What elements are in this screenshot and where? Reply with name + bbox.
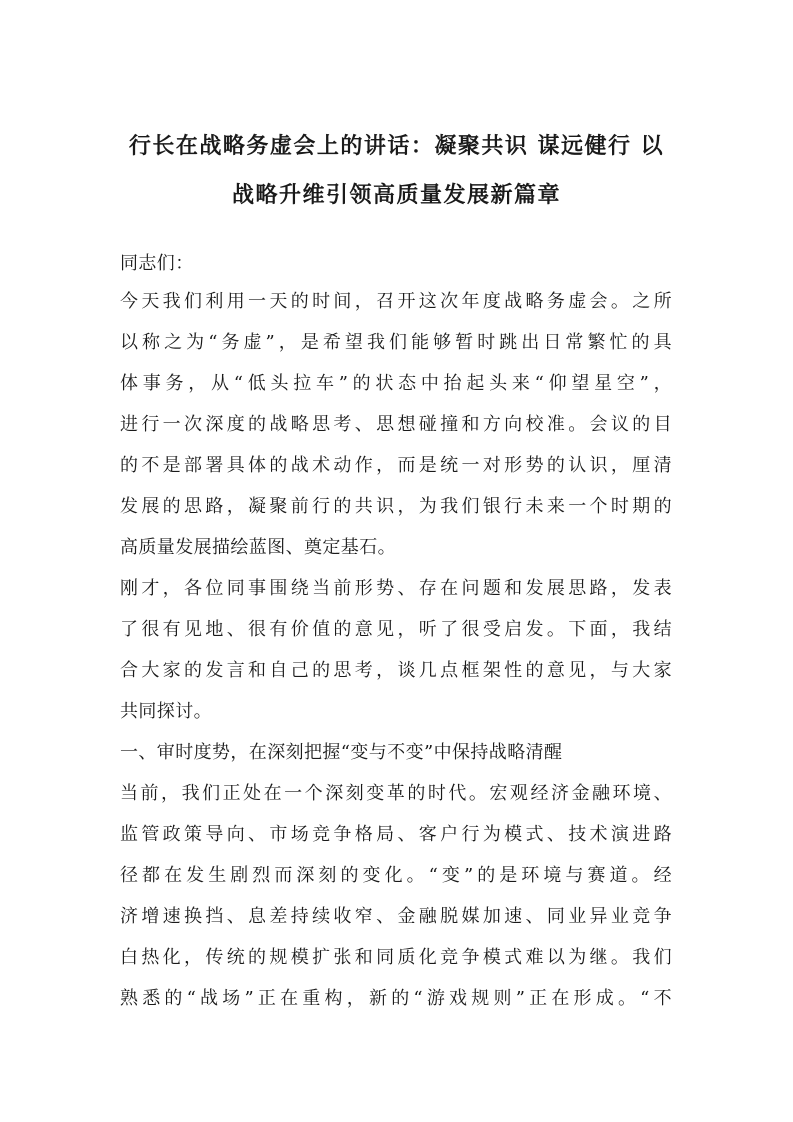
section-heading-1: 一、审时度势，在深刻把握“变与不变”中保持战略清醒: [120, 742, 563, 763]
title-line-1: 行长在战略务虚会上的讲话：凝聚共识 谋远健行 以: [128, 133, 665, 159]
body-line: 高质量发展描绘蓝图、奠定基石。: [120, 537, 396, 558]
body-line: 今天我们利用一天的时间，召开这次年度战略务虚会。之所: [120, 291, 672, 312]
body-line: 体事务，从“低头拉车”的状态中抬起头来“仰望星空”，: [120, 373, 672, 394]
body-line: 发展的思路，凝聚前行的共识，为我们银行未来一个时期的: [120, 496, 672, 517]
body-line: 熟悉的“战场”正在重构，新的“游戏规则”正在形成。“不: [120, 988, 672, 1009]
title-line-2: 战略升维引领高质量发展新篇章: [231, 182, 561, 208]
body-line: 监管政策导向、市场竞争格局、客户行为模式、技术演进路: [120, 824, 672, 845]
body-line: 了很有见地、很有价值的意见，听了很受启发。下面，我结: [120, 619, 672, 640]
body-line: 进行一次深度的战略思考、思想碰撞和方向校准。会议的目: [120, 414, 672, 435]
body-line: 白热化，传统的规模扩张和同质化竞争模式难以为继。我们: [120, 947, 672, 968]
body-line: 共同探讨。: [120, 701, 212, 722]
salutation: 同志们：: [120, 253, 194, 274]
body-line: 济增速换挡、息差持续收窄、金融脱媒加速、同业异业竞争: [120, 906, 672, 927]
body-line: 当前，我们正处在一个深刻变革的时代。宏观经济金融环境、: [120, 783, 672, 804]
body-line: 合大家的发言和自己的思考，谈几点框架性的意见，与大家: [120, 660, 672, 681]
body-line: 径都在发生剧烈而深刻的变化。“变”的是环境与赛道。经: [120, 865, 672, 886]
body-line: 以称之为“务虚”，是希望我们能够暂时跳出日常繁忙的具: [120, 332, 672, 353]
body-line: 刚才，各位同事围绕当前形势、存在问题和发展思路，发表: [120, 578, 672, 599]
body-line: 的不是部署具体的战术动作，而是统一对形势的认识，厘清: [120, 455, 672, 476]
